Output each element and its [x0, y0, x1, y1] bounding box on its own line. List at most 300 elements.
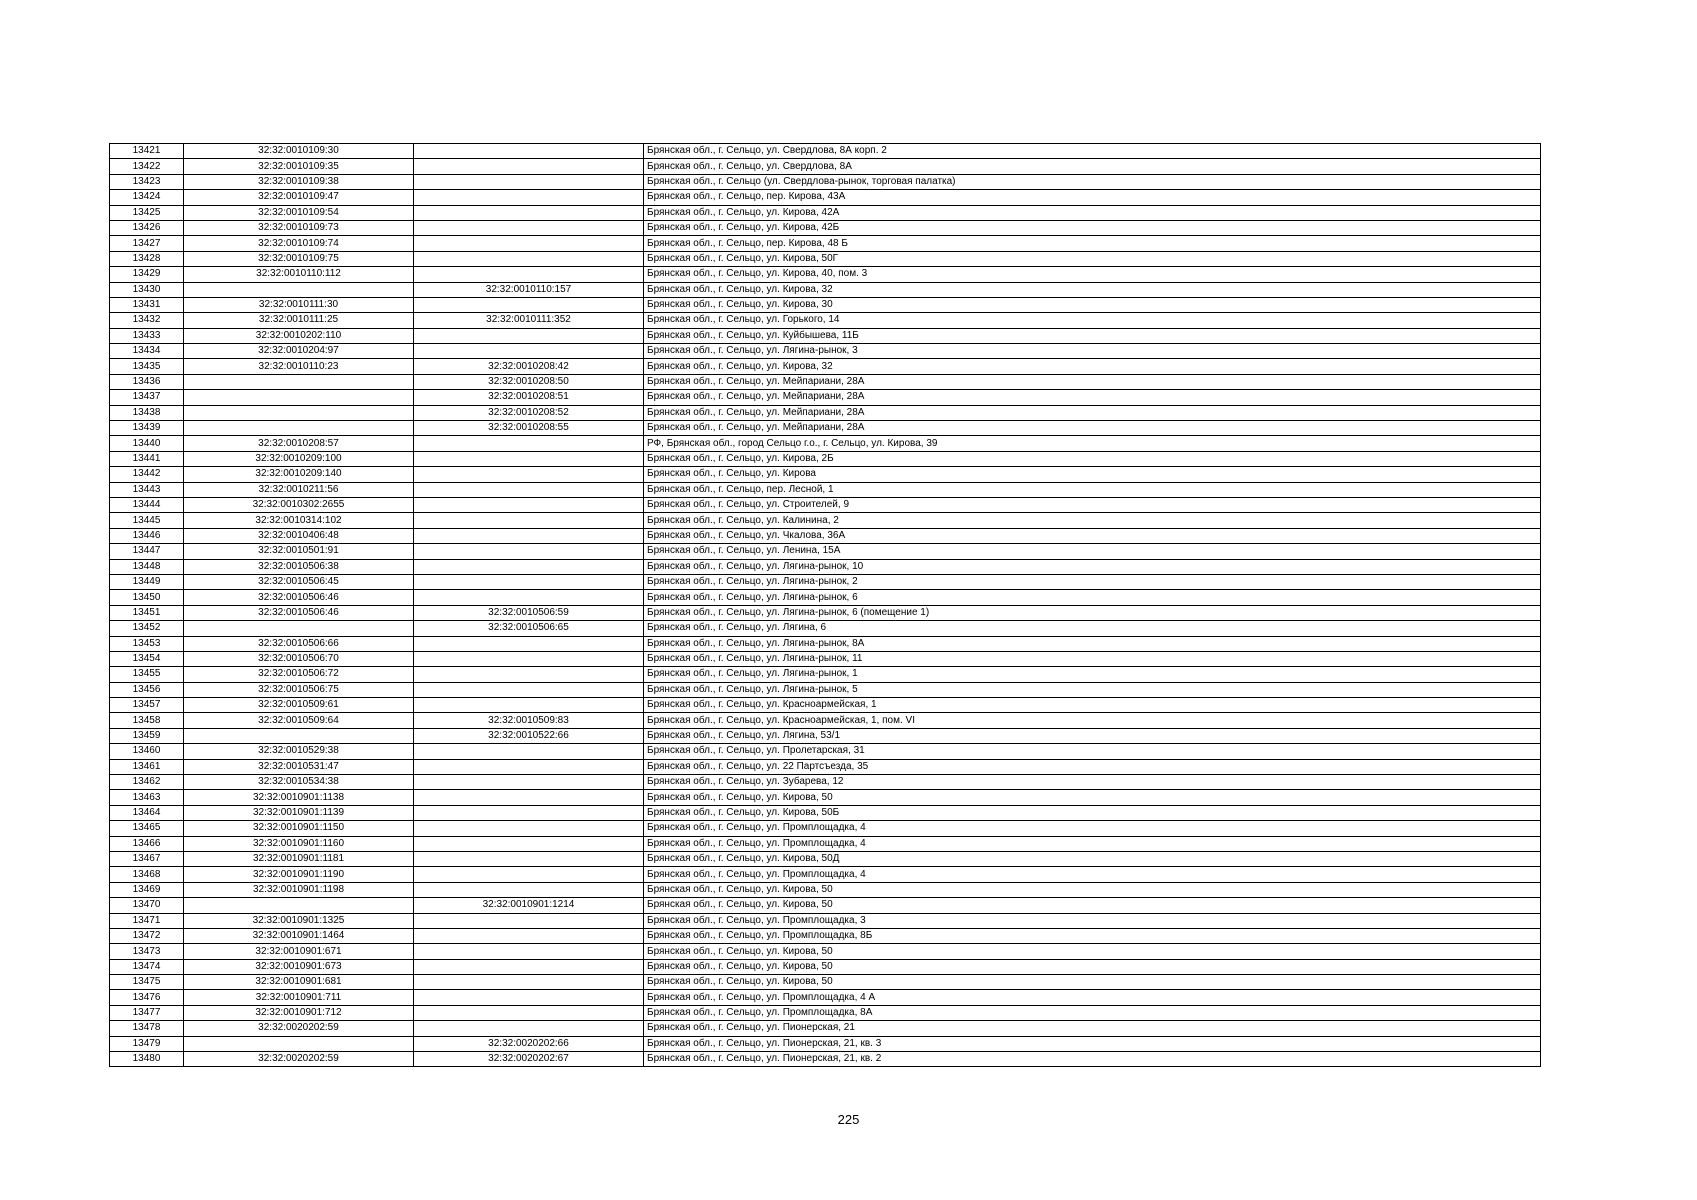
- premises-number-cell: [414, 790, 644, 805]
- row-number-cell: 13450: [110, 590, 184, 605]
- row-number-cell: 13423: [110, 174, 184, 189]
- premises-number-cell: [414, 482, 644, 497]
- row-number-cell: 13456: [110, 682, 184, 697]
- premises-number-cell: [414, 328, 644, 343]
- row-number-cell: 13453: [110, 636, 184, 651]
- table-row: [110, 851, 1541, 866]
- row-number-cell: 13440: [110, 436, 184, 451]
- premises-number-cell: 32:32:0010208:51: [414, 390, 644, 405]
- row-number-cell: 13436: [110, 374, 184, 389]
- cadastral-number-cell: 32:32:0010901:673: [184, 959, 414, 974]
- row-number-cell: 13447: [110, 544, 184, 559]
- row-number-cell: 13421: [110, 144, 184, 159]
- table-row: [110, 990, 1541, 1005]
- cadastral-number-cell: 32:32:0010109:47: [184, 190, 414, 205]
- table-row: [110, 574, 1541, 589]
- table-row: [110, 190, 1541, 205]
- address-cell: Брянская обл., г. Сельцо, ул. Ленина, 15А: [644, 544, 1541, 559]
- cadastral-number-cell: 32:32:0010406:48: [184, 528, 414, 543]
- cadastral-number-cell: 32:32:0010901:1139: [184, 805, 414, 820]
- row-number-cell: 13444: [110, 497, 184, 512]
- premises-number-cell: [414, 944, 644, 959]
- cadastral-number-cell: 32:32:0010901:1198: [184, 882, 414, 897]
- table-row: [110, 667, 1541, 682]
- premises-number-cell: [414, 513, 644, 528]
- cadastral-number-cell: [184, 390, 414, 405]
- address-cell: Брянская обл., г. Сельцо, ул. Кирова, 50: [644, 944, 1541, 959]
- address-cell: Брянская обл., г. Сельцо, ул. Лягина-рынок, 8А: [644, 636, 1541, 651]
- row-number-cell: 13462: [110, 775, 184, 790]
- premises-number-cell: [414, 805, 644, 820]
- cadastral-number-cell: 32:32:0010529:38: [184, 744, 414, 759]
- row-number-cell: 13459: [110, 728, 184, 743]
- premises-number-cell: [414, 913, 644, 928]
- row-number-cell: 13433: [110, 328, 184, 343]
- table-row: [110, 605, 1541, 620]
- table-row: [110, 790, 1541, 805]
- address-cell: Брянская обл., г. Сельцо, ул. Чкалова, 36А: [644, 528, 1541, 543]
- address-cell: Брянская обл., г. Сельцо, ул. Горького, 14: [644, 313, 1541, 328]
- cadastral-number-cell: 32:32:0010109:38: [184, 174, 414, 189]
- row-number-cell: 13471: [110, 913, 184, 928]
- address-cell: Брянская обл., г. Сельцо, ул. Куйбышева, 11Б: [644, 328, 1541, 343]
- address-cell: Брянская обл., г. Сельцо, ул. Кирова, 50: [644, 959, 1541, 974]
- cadastral-number-cell: 32:32:0010302:2655: [184, 497, 414, 512]
- premises-number-cell: [414, 882, 644, 897]
- row-number-cell: 13454: [110, 651, 184, 666]
- cadastral-number-cell: 32:32:0010109:35: [184, 159, 414, 174]
- cadastral-number-cell: 32:32:0010506:38: [184, 559, 414, 574]
- row-number-cell: 13480: [110, 1052, 184, 1067]
- table-row: [110, 313, 1541, 328]
- table-row: [110, 421, 1541, 436]
- table-row: [110, 1052, 1541, 1067]
- cadastral-number-cell: 32:32:0010211:56: [184, 482, 414, 497]
- premises-number-cell: [414, 651, 644, 666]
- row-number-cell: 13452: [110, 621, 184, 636]
- address-cell: Брянская обл., г. Сельцо, ул. Мейпариани, 28А: [644, 405, 1541, 420]
- address-cell: Брянская обл., г. Сельцо, ул. Лягина-рынок, 2: [644, 574, 1541, 589]
- address-cell: Брянская обл., г. Сельцо, ул. Красноармейская, 1, пом. VI: [644, 713, 1541, 728]
- address-cell: Брянская обл., г. Сельцо, ул. Кирова, 50: [644, 882, 1541, 897]
- cadastral-number-cell: 32:32:0010506:46: [184, 605, 414, 620]
- row-number-cell: 13473: [110, 944, 184, 959]
- address-cell: Брянская обл., г. Сельцо, ул. Промплощадка, 4: [644, 836, 1541, 851]
- table-row: [110, 1021, 1541, 1036]
- premises-number-cell: [414, 975, 644, 990]
- premises-number-cell: [414, 528, 644, 543]
- row-number-cell: 13438: [110, 405, 184, 420]
- row-number-cell: 13426: [110, 220, 184, 235]
- premises-number-cell: [414, 667, 644, 682]
- row-number-cell: 13477: [110, 1005, 184, 1020]
- row-number-cell: 13441: [110, 451, 184, 466]
- address-cell: Брянская обл., г. Сельцо, ул. Лягина, 53/1: [644, 728, 1541, 743]
- address-cell: РФ, Брянская обл., город Сельцо г.о., г. Сельцо, ул. Кирова, 39: [644, 436, 1541, 451]
- cadastral-number-cell: 32:32:0010509:61: [184, 698, 414, 713]
- premises-number-cell: 32:32:0010901:1214: [414, 898, 644, 913]
- cadastral-number-cell: 32:32:0010110:23: [184, 359, 414, 374]
- row-number-cell: 13470: [110, 898, 184, 913]
- premises-number-cell: [414, 821, 644, 836]
- row-number-cell: 13446: [110, 528, 184, 543]
- row-number-cell: 13478: [110, 1021, 184, 1036]
- table-row: [110, 390, 1541, 405]
- page-number: 225: [837, 1112, 860, 1127]
- table-row: [110, 975, 1541, 990]
- premises-number-cell: [414, 236, 644, 251]
- premises-number-cell: [414, 544, 644, 559]
- cadastral-number-cell: [184, 282, 414, 297]
- table-row: [110, 544, 1541, 559]
- table-row: [110, 174, 1541, 189]
- address-cell: Брянская обл., г. Сельцо (ул. Свердлова-рынок, торговая палатка): [644, 174, 1541, 189]
- row-number-cell: 13445: [110, 513, 184, 528]
- premises-number-cell: [414, 775, 644, 790]
- cadastral-number-cell: 32:32:0010501:91: [184, 544, 414, 559]
- premises-number-cell: [414, 267, 644, 282]
- premises-number-cell: [414, 297, 644, 312]
- premises-number-cell: [414, 698, 644, 713]
- address-cell: Брянская обл., г. Сельцо, ул. Кирова, 50: [644, 975, 1541, 990]
- cadastral-number-cell: 32:32:0010208:57: [184, 436, 414, 451]
- register-table-body: [110, 144, 1541, 1067]
- table-row: [110, 1036, 1541, 1051]
- row-number-cell: 13464: [110, 805, 184, 820]
- premises-number-cell: [414, 451, 644, 466]
- table-row: [110, 944, 1541, 959]
- premises-number-cell: [414, 467, 644, 482]
- address-cell: Брянская обл., г. Сельцо, ул. Пионерская, 21, кв. 3: [644, 1036, 1541, 1051]
- cadastral-number-cell: 32:32:0010509:64: [184, 713, 414, 728]
- premises-number-cell: [414, 636, 644, 651]
- table-row: [110, 328, 1541, 343]
- cadastral-number-cell: 32:32:0010901:1181: [184, 851, 414, 866]
- address-cell: Брянская обл., г. Сельцо, ул. Зубарева, 12: [644, 775, 1541, 790]
- table-row: [110, 159, 1541, 174]
- cadastral-number-cell: 32:32:0010531:47: [184, 759, 414, 774]
- premises-number-cell: [414, 559, 644, 574]
- address-cell: Брянская обл., г. Сельцо, ул. Кирова, 40, пом. 3: [644, 267, 1541, 282]
- address-cell: Брянская обл., г. Сельцо, пер. Лесной, 1: [644, 482, 1541, 497]
- cadastral-number-cell: 32:32:0010209:100: [184, 451, 414, 466]
- table-row: [110, 205, 1541, 220]
- row-number-cell: 13467: [110, 851, 184, 866]
- premises-number-cell: [414, 159, 644, 174]
- address-cell: Брянская обл., г. Сельцо, ул. Кирова, 42Б: [644, 220, 1541, 235]
- address-cell: Брянская обл., г. Сельцо, ул. Лягина-рынок, 6: [644, 590, 1541, 605]
- row-number-cell: 13443: [110, 482, 184, 497]
- table-row: [110, 590, 1541, 605]
- cadastral-number-cell: [184, 621, 414, 636]
- premises-number-cell: [414, 590, 644, 605]
- table-row: [110, 744, 1541, 759]
- row-number-cell: 13429: [110, 267, 184, 282]
- premises-number-cell: [414, 220, 644, 235]
- table-row: [110, 836, 1541, 851]
- table-row: [110, 867, 1541, 882]
- address-cell: Брянская обл., г. Сельцо, ул. Кирова, 30: [644, 297, 1541, 312]
- address-cell: Брянская обл., г. Сельцо, ул. Лягина-рынок, 10: [644, 559, 1541, 574]
- cadastral-number-cell: 32:32:0010506:45: [184, 574, 414, 589]
- premises-number-cell: 32:32:0010522:66: [414, 728, 644, 743]
- table-row: [110, 759, 1541, 774]
- address-cell: Брянская обл., г. Сельцо, ул. Лягина-рынок, 1: [644, 667, 1541, 682]
- address-cell: Брянская обл., г. Сельцо, ул. Промплощадка, 8Б: [644, 928, 1541, 943]
- cadastral-number-cell: [184, 728, 414, 743]
- premises-number-cell: [414, 190, 644, 205]
- cadastral-number-cell: 32:32:0010506:66: [184, 636, 414, 651]
- cadastral-number-cell: 32:32:0010901:1160: [184, 836, 414, 851]
- table-row: [110, 513, 1541, 528]
- table-row: [110, 928, 1541, 943]
- table-row: [110, 959, 1541, 974]
- row-number-cell: 13457: [110, 698, 184, 713]
- address-cell: Брянская обл., г. Сельцо, ул. Кирова, 50Г: [644, 251, 1541, 266]
- row-number-cell: 13460: [110, 744, 184, 759]
- table-row: [110, 436, 1541, 451]
- premises-number-cell: [414, 205, 644, 220]
- premises-number-cell: 32:32:0010208:52: [414, 405, 644, 420]
- property-register-table: [109, 143, 1541, 1067]
- premises-number-cell: [414, 682, 644, 697]
- cadastral-number-cell: 32:32:0010204:97: [184, 344, 414, 359]
- row-number-cell: 13427: [110, 236, 184, 251]
- address-cell: Брянская обл., г. Сельцо, ул. Мейпариани, 28А: [644, 374, 1541, 389]
- table-row: [110, 805, 1541, 820]
- address-cell: Брянская обл., г. Сельцо, ул. Промплощадка, 4 А: [644, 990, 1541, 1005]
- table-row: [110, 882, 1541, 897]
- cadastral-number-cell: 32:32:0010901:1325: [184, 913, 414, 928]
- cadastral-number-cell: 32:32:0010901:1150: [184, 821, 414, 836]
- premises-number-cell: [414, 990, 644, 1005]
- table-row: [110, 913, 1541, 928]
- premises-number-cell: [414, 436, 644, 451]
- row-number-cell: 13463: [110, 790, 184, 805]
- cadastral-number-cell: 32:32:0010314:102: [184, 513, 414, 528]
- cadastral-number-cell: [184, 421, 414, 436]
- address-cell: Брянская обл., г. Сельцо, ул. Кирова, 42А: [644, 205, 1541, 220]
- cadastral-number-cell: [184, 1036, 414, 1051]
- row-number-cell: 13468: [110, 867, 184, 882]
- cadastral-number-cell: 32:32:0010901:712: [184, 1005, 414, 1020]
- premises-number-cell: 32:32:0020202:66: [414, 1036, 644, 1051]
- row-number-cell: 13442: [110, 467, 184, 482]
- address-cell: Брянская обл., г. Сельцо, ул. Кирова, 2Б: [644, 451, 1541, 466]
- address-cell: Брянская обл., г. Сельцо, ул. Мейпариани, 28А: [644, 390, 1541, 405]
- cadastral-number-cell: 32:32:0020202:59: [184, 1021, 414, 1036]
- premises-number-cell: [414, 251, 644, 266]
- row-number-cell: 13466: [110, 836, 184, 851]
- cadastral-number-cell: 32:32:0010209:140: [184, 467, 414, 482]
- table-row: [110, 359, 1541, 374]
- premises-number-cell: 32:32:0010111:352: [414, 313, 644, 328]
- address-cell: Брянская обл., г. Сельцо, ул. Кирова, 50: [644, 898, 1541, 913]
- cadastral-number-cell: 32:32:0010109:54: [184, 205, 414, 220]
- row-number-cell: 13476: [110, 990, 184, 1005]
- table-row: [110, 297, 1541, 312]
- row-number-cell: 13434: [110, 344, 184, 359]
- table-row: [110, 898, 1541, 913]
- row-number-cell: 13435: [110, 359, 184, 374]
- table-row: [110, 698, 1541, 713]
- row-number-cell: 13439: [110, 421, 184, 436]
- address-cell: Брянская обл., г. Сельцо, пер. Кирова, 43А: [644, 190, 1541, 205]
- premises-number-cell: [414, 744, 644, 759]
- row-number-cell: 13458: [110, 713, 184, 728]
- address-cell: Брянская обл., г. Сельцо, ул. Промплощадка, 8А: [644, 1005, 1541, 1020]
- premises-number-cell: 32:32:0010506:59: [414, 605, 644, 620]
- premises-number-cell: 32:32:0010208:55: [414, 421, 644, 436]
- row-number-cell: 13479: [110, 1036, 184, 1051]
- row-number-cell: 13425: [110, 205, 184, 220]
- cadastral-number-cell: 32:32:0010901:1138: [184, 790, 414, 805]
- table-row: [110, 497, 1541, 512]
- row-number-cell: 13424: [110, 190, 184, 205]
- table-row: [110, 651, 1541, 666]
- address-cell: Брянская обл., г. Сельцо, ул. Лягина-рынок, 5: [644, 682, 1541, 697]
- premises-number-cell: 32:32:0020202:67: [414, 1052, 644, 1067]
- row-number-cell: 13472: [110, 928, 184, 943]
- row-number-cell: 13449: [110, 574, 184, 589]
- address-cell: Брянская обл., г. Сельцо, ул. 22 Партсъезда, 35: [644, 759, 1541, 774]
- address-cell: Брянская обл., г. Сельцо, ул. Лягина-рынок, 3: [644, 344, 1541, 359]
- row-number-cell: 13461: [110, 759, 184, 774]
- row-number-cell: 13430: [110, 282, 184, 297]
- cadastral-number-cell: 32:32:0010111:30: [184, 297, 414, 312]
- table-row: [110, 728, 1541, 743]
- address-cell: Брянская обл., г. Сельцо, ул. Промплощадка, 3: [644, 913, 1541, 928]
- premises-number-cell: 32:32:0010110:157: [414, 282, 644, 297]
- table-row: [110, 282, 1541, 297]
- table-row: [110, 267, 1541, 282]
- premises-number-cell: 32:32:0010506:65: [414, 621, 644, 636]
- table-row: [110, 467, 1541, 482]
- premises-number-cell: [414, 144, 644, 159]
- table-row: [110, 528, 1541, 543]
- premises-number-cell: [414, 928, 644, 943]
- premises-number-cell: [414, 959, 644, 974]
- address-cell: Брянская обл., г. Сельцо, ул. Свердлова, 8А: [644, 159, 1541, 174]
- table-row: [110, 405, 1541, 420]
- table-row: [110, 374, 1541, 389]
- cadastral-number-cell: [184, 898, 414, 913]
- cadastral-number-cell: 32:32:0010506:70: [184, 651, 414, 666]
- row-number-cell: 13475: [110, 975, 184, 990]
- address-cell: Брянская обл., г. Сельцо, ул. Пионерская, 21: [644, 1021, 1541, 1036]
- address-cell: Брянская обл., г. Сельцо, ул. Кирова: [644, 467, 1541, 482]
- cadastral-number-cell: 32:32:0010901:711: [184, 990, 414, 1005]
- row-number-cell: 13474: [110, 959, 184, 974]
- table-row: [110, 451, 1541, 466]
- table-row: [110, 821, 1541, 836]
- address-cell: Брянская обл., г. Сельцо, ул. Мейпариани, 28А: [644, 421, 1541, 436]
- premises-number-cell: 32:32:0010208:42: [414, 359, 644, 374]
- address-cell: Брянская обл., г. Сельцо, ул. Промплощадка, 4: [644, 867, 1541, 882]
- cadastral-number-cell: 32:32:0010901:1190: [184, 867, 414, 882]
- cadastral-number-cell: 32:32:0010110:112: [184, 267, 414, 282]
- table-row: [110, 220, 1541, 235]
- table-row: [110, 621, 1541, 636]
- table-row: [110, 251, 1541, 266]
- cadastral-number-cell: 32:32:0010901:1464: [184, 928, 414, 943]
- table-row: [110, 236, 1541, 251]
- row-number-cell: 13422: [110, 159, 184, 174]
- premises-number-cell: [414, 1021, 644, 1036]
- row-number-cell: 13455: [110, 667, 184, 682]
- address-cell: Брянская обл., г. Сельцо, ул. Пролетарская, 31: [644, 744, 1541, 759]
- cadastral-number-cell: 32:32:0010506:75: [184, 682, 414, 697]
- table-row: [110, 682, 1541, 697]
- premises-number-cell: [414, 344, 644, 359]
- table-row: [110, 775, 1541, 790]
- premises-number-cell: [414, 174, 644, 189]
- address-cell: Брянская обл., г. Сельцо, ул. Пионерская, 21, кв. 2: [644, 1052, 1541, 1067]
- cadastral-number-cell: 32:32:0010202:110: [184, 328, 414, 343]
- cadastral-number-cell: 32:32:0010109:30: [184, 144, 414, 159]
- premises-number-cell: [414, 851, 644, 866]
- row-number-cell: 13465: [110, 821, 184, 836]
- address-cell: Брянская обл., г. Сельцо, ул. Кирова, 32: [644, 359, 1541, 374]
- address-cell: Брянская обл., г. Сельцо, пер. Кирова, 48 Б: [644, 236, 1541, 251]
- cadastral-number-cell: 32:32:0010534:38: [184, 775, 414, 790]
- premises-number-cell: 32:32:0010208:50: [414, 374, 644, 389]
- premises-number-cell: [414, 497, 644, 512]
- row-number-cell: 13431: [110, 297, 184, 312]
- address-cell: Брянская обл., г. Сельцо, ул. Кирова, 50: [644, 790, 1541, 805]
- address-cell: Брянская обл., г. Сельцо, ул. Промплощадка, 4: [644, 821, 1541, 836]
- cadastral-number-cell: 32:32:0010109:75: [184, 251, 414, 266]
- table-row: [110, 636, 1541, 651]
- premises-number-cell: [414, 574, 644, 589]
- cadastral-number-cell: [184, 374, 414, 389]
- address-cell: Брянская обл., г. Сельцо, ул. Лягина, 6: [644, 621, 1541, 636]
- cadastral-number-cell: 32:32:0010901:671: [184, 944, 414, 959]
- premises-number-cell: [414, 759, 644, 774]
- cadastral-number-cell: 32:32:0010901:681: [184, 975, 414, 990]
- address-cell: Брянская обл., г. Сельцо, ул. Лягина-рынок, 6 (помещение 1): [644, 605, 1541, 620]
- row-number-cell: 13469: [110, 882, 184, 897]
- row-number-cell: 13451: [110, 605, 184, 620]
- address-cell: Брянская обл., г. Сельцо, ул. Кирова, 32: [644, 282, 1541, 297]
- premises-number-cell: [414, 1005, 644, 1020]
- cadastral-number-cell: 32:32:0010506:72: [184, 667, 414, 682]
- cadastral-number-cell: 32:32:0010109:73: [184, 220, 414, 235]
- address-cell: Брянская обл., г. Сельцо, ул. Красноармейская, 1: [644, 698, 1541, 713]
- address-cell: Брянская обл., г. Сельцо, ул. Калинина, 2: [644, 513, 1541, 528]
- row-number-cell: 13432: [110, 313, 184, 328]
- row-number-cell: 13448: [110, 559, 184, 574]
- address-cell: Брянская обл., г. Сельцо, ул. Кирова, 50Д: [644, 851, 1541, 866]
- table-row: [110, 482, 1541, 497]
- table-row: [110, 344, 1541, 359]
- premises-number-cell: 32:32:0010509:83: [414, 713, 644, 728]
- address-cell: Брянская обл., г. Сельцо, ул. Кирова, 50Б: [644, 805, 1541, 820]
- cadastral-number-cell: 32:32:0010506:46: [184, 590, 414, 605]
- row-number-cell: 13428: [110, 251, 184, 266]
- premises-number-cell: [414, 836, 644, 851]
- table-row: [110, 1005, 1541, 1020]
- row-number-cell: 13437: [110, 390, 184, 405]
- premises-number-cell: [414, 867, 644, 882]
- address-cell: Брянская обл., г. Сельцо, ул. Свердлова, 8А корп. 2: [644, 144, 1541, 159]
- table-row: [110, 144, 1541, 159]
- cadastral-number-cell: 32:32:0010109:74: [184, 236, 414, 251]
- table-row: [110, 559, 1541, 574]
- cadastral-number-cell: 32:32:0020202:59: [184, 1052, 414, 1067]
- table-row: [110, 713, 1541, 728]
- cadastral-number-cell: 32:32:0010111:25: [184, 313, 414, 328]
